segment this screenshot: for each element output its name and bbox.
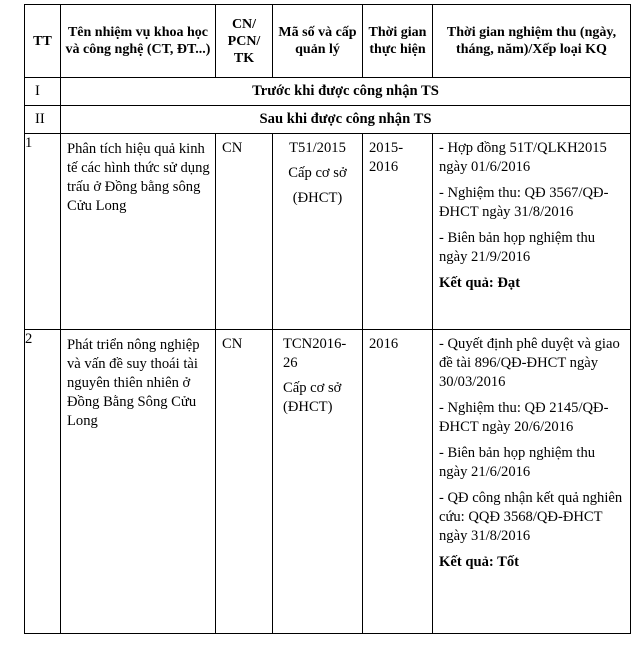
acceptance-note: - Biên bản họp nghiệm thu ngày 21/6/2016 bbox=[439, 445, 596, 480]
header-code: Mã số và cấp quản lý bbox=[273, 5, 363, 78]
section-title: Trước khi được công nhận TS bbox=[61, 78, 631, 106]
task-name: Phát triển nông nghiệp và vấn đề suy thoái tài nguyên thiên nhiên ở Đồng Bằng Sông Cửu Long bbox=[67, 337, 200, 429]
section-number: I bbox=[25, 78, 61, 106]
project-code: TCN2016-26 bbox=[283, 336, 347, 371]
acceptance-note: - Biên bản họp nghiệm thu ngày 21/9/2016 bbox=[439, 230, 596, 265]
task-name: Phân tích hiệu quả kinh tế các hình thức sử dụng trấu ở Đồng bằng sông Cửu Long bbox=[67, 141, 210, 214]
acceptance-note: - QĐ công nhận kết quả nghiên cứu: QQĐ 3568/QĐ-ĐHCT ngày 31/8/2016 bbox=[439, 490, 623, 544]
management-org: (ĐHCT) bbox=[283, 399, 333, 415]
role-cell bbox=[216, 330, 273, 634]
role-value: CN bbox=[222, 336, 243, 352]
management-level: Cấp cơ sở bbox=[283, 380, 342, 396]
header-acceptance: Thời gian nghiệm thu (ngày, tháng, năm)/Xếp loại KQ bbox=[433, 5, 631, 78]
header-role: CN/ PCN/ TK bbox=[216, 5, 273, 78]
header-row bbox=[25, 5, 631, 78]
section-row-after bbox=[25, 106, 631, 134]
table-row bbox=[25, 134, 631, 330]
code-cell bbox=[273, 134, 363, 330]
period-value: 2015-2016 bbox=[369, 140, 404, 175]
section-row-before bbox=[25, 78, 631, 106]
period-cell bbox=[363, 330, 433, 634]
acceptance-note: - Nghiệm thu: QĐ 3567/QĐ-ĐHCT ngày 31/8/2016 bbox=[439, 185, 609, 220]
acceptance-cell bbox=[433, 330, 631, 634]
acceptance-note: - Nghiệm thu: QĐ 2145/QĐ-ĐHCT ngày 20/6/2016 bbox=[439, 400, 609, 435]
period-value: 2016 bbox=[369, 336, 399, 352]
task-cell bbox=[61, 134, 216, 330]
code-cell bbox=[273, 330, 363, 634]
task-cell bbox=[61, 330, 216, 634]
role-value: CN bbox=[222, 140, 243, 156]
acceptance-note: - Quyết định phê duyệt và giao đề tài 896/QĐ-ĐHCT ngày 30/03/2016 bbox=[439, 336, 620, 390]
result-label: Kết quả: Tốt bbox=[439, 554, 520, 570]
period-cell bbox=[363, 134, 433, 330]
management-level: Cấp cơ sở bbox=[288, 165, 347, 181]
section-number: II bbox=[25, 106, 61, 134]
section-title: Sau khi được công nhận TS bbox=[61, 106, 631, 134]
acceptance-cell bbox=[433, 134, 631, 330]
row-number: 2 bbox=[25, 330, 61, 634]
research-projects-table bbox=[24, 4, 631, 634]
row-number: 1 bbox=[25, 134, 61, 330]
table-row bbox=[25, 330, 631, 634]
acceptance-note: - Hợp đồng 51T/QLKH2015 ngày 01/6/2016 bbox=[439, 140, 607, 175]
header-task: Tên nhiệm vụ khoa học và công nghệ (CT, ĐT...) bbox=[61, 5, 216, 78]
header-tt: TT bbox=[25, 5, 61, 78]
role-cell bbox=[216, 134, 273, 330]
management-org: (ĐHCT) bbox=[292, 190, 343, 206]
header-period: Thời gian thực hiện bbox=[363, 5, 433, 78]
project-code: T51/2015 bbox=[289, 140, 346, 156]
result-label: Kết quả: Đạt bbox=[439, 275, 521, 291]
